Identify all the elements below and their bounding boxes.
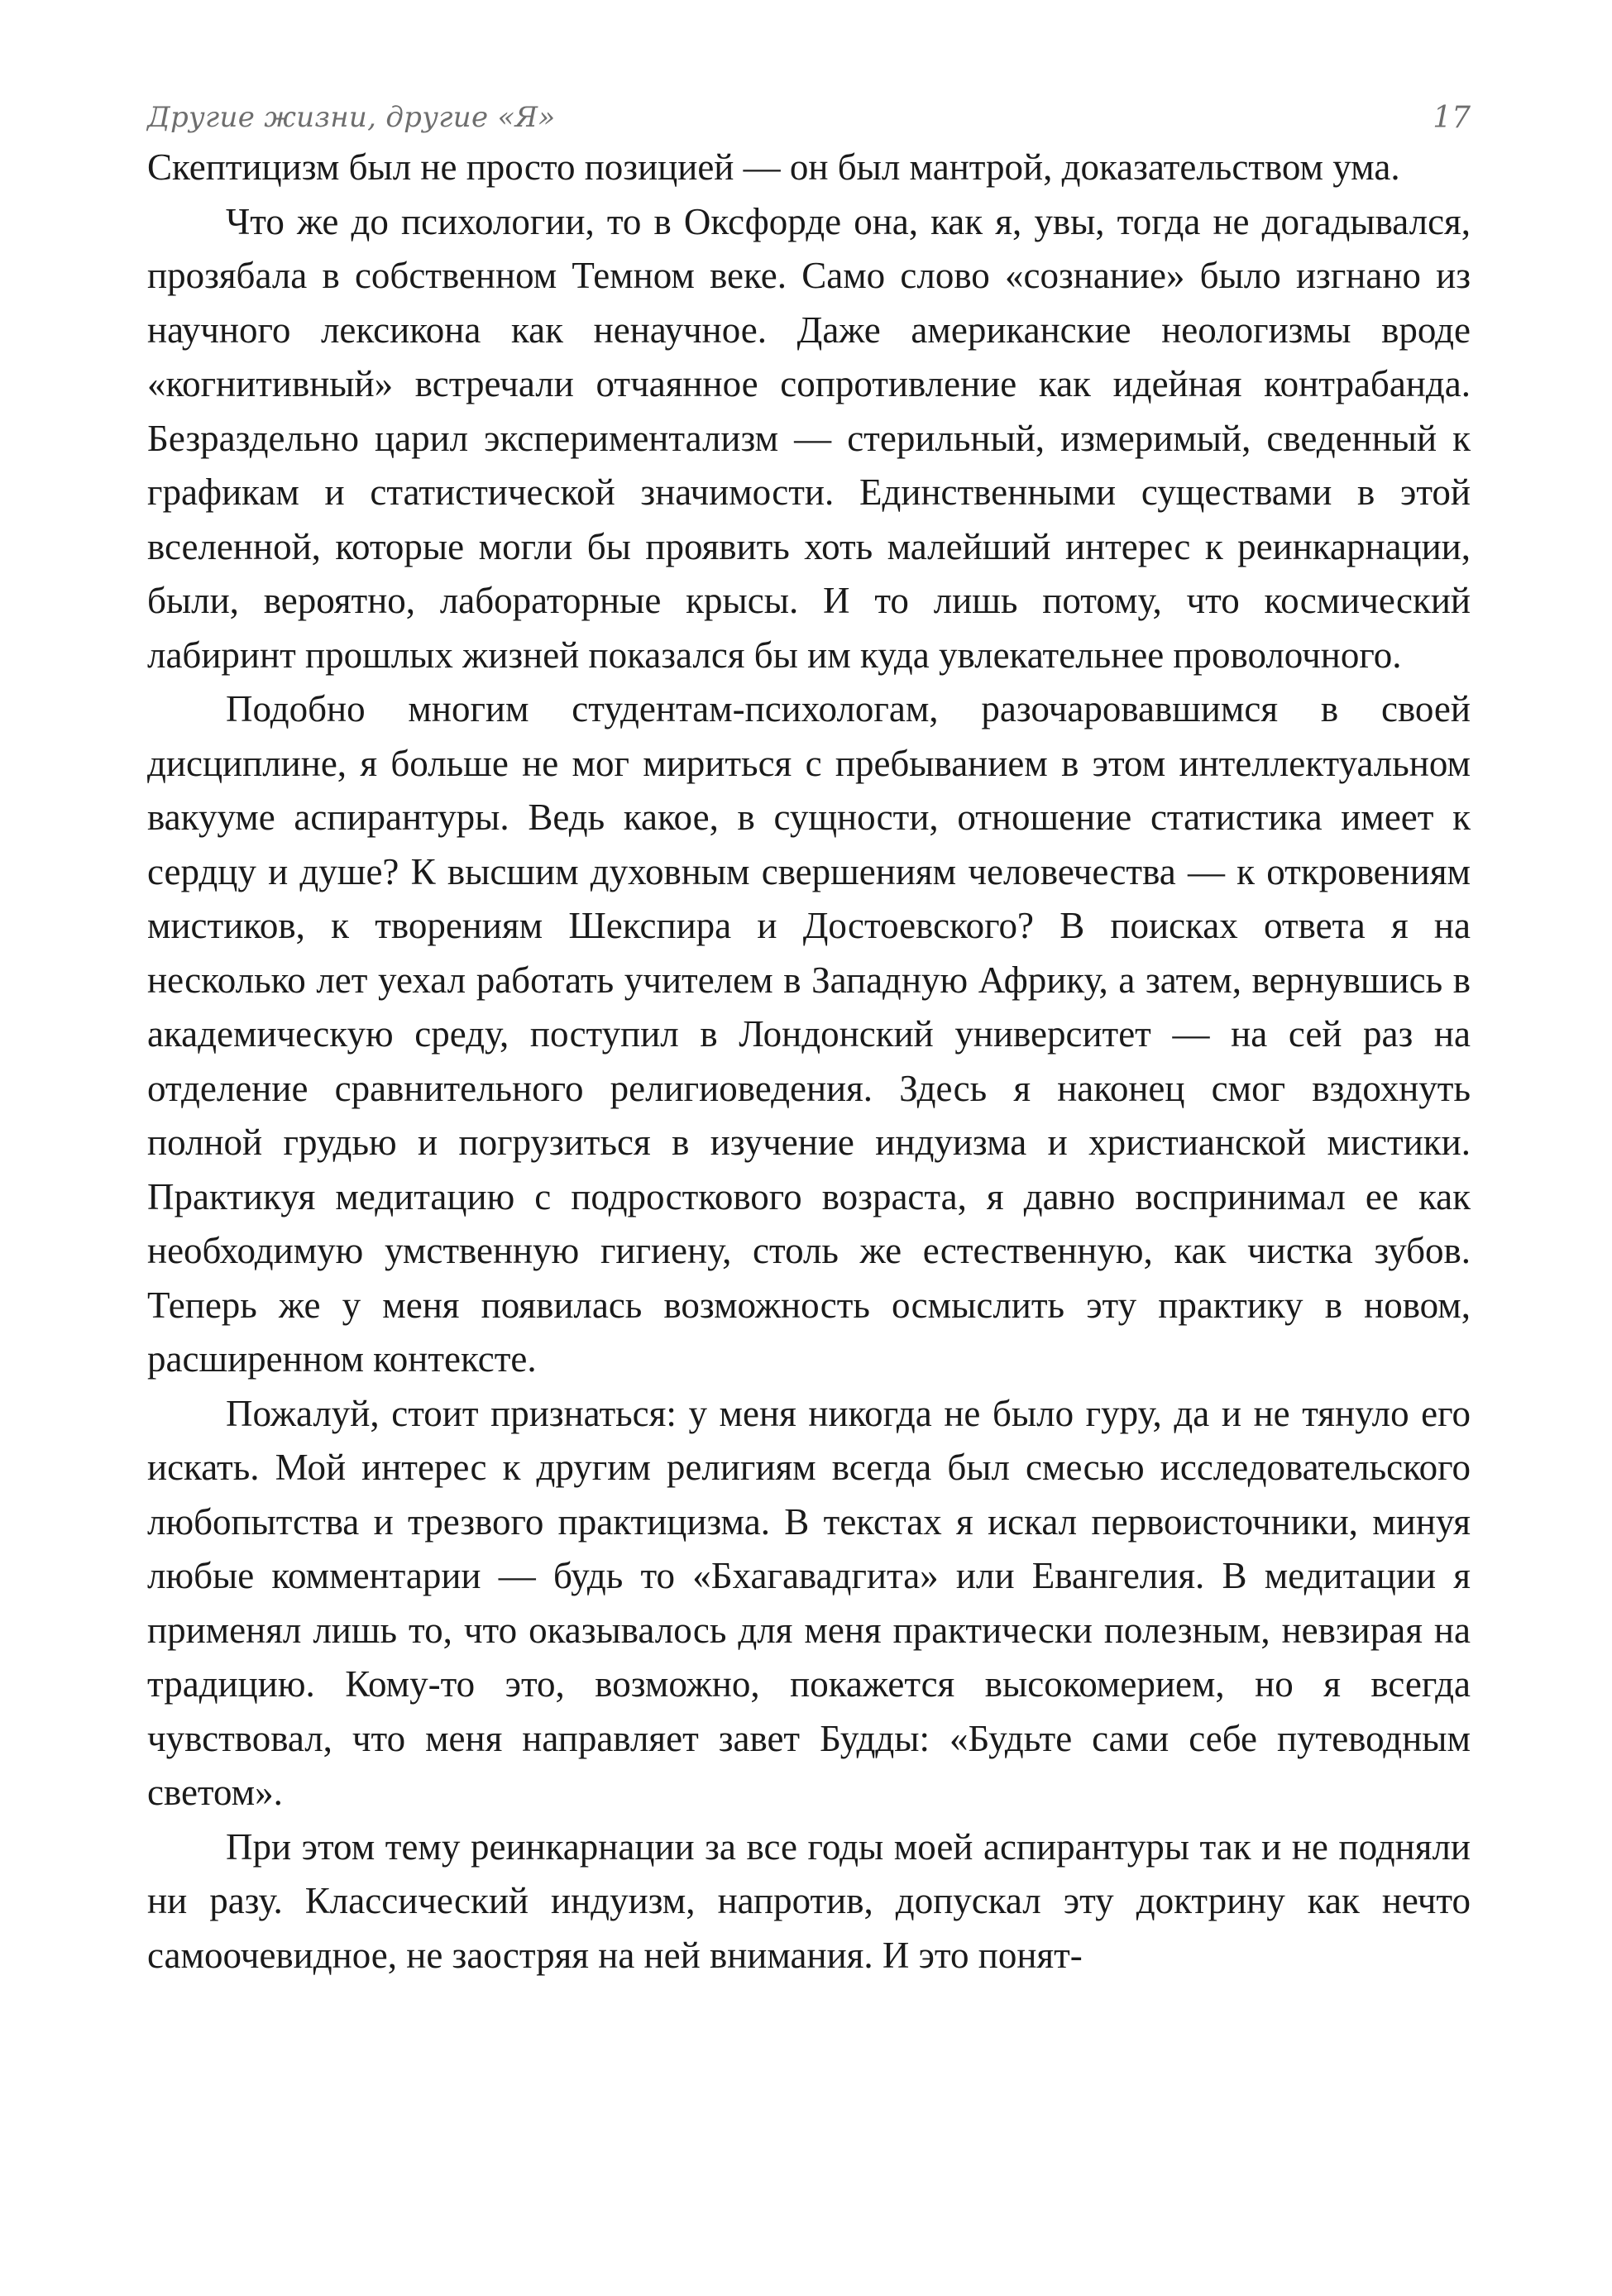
paragraph: Что же до психологии, то в Оксфорде она, как я, увы, тогда не догадывался, прозябала в собственном Темном веке. Само слово «сознание» было изгнано из научного лексикона как ненаучное. Даже американские неологизмы вроде «когнитивный» встречали отчаянное сопротивление как идейная контрабанда. Безраздельно царил экспериментализм — стерильный, измеримый, сведенный к графикам и статистической значимости. Единственными существами в этой вселенной, которые могли бы проявить хоть малейший интерес к реинкарнации, были, вероятно, лабораторные крысы. И то лишь потому, что космический лабиринт прошлых жизней показался бы им куда увлекательнее проволочного. [147, 200, 1471, 676]
paragraph: Пожалуй, стоит признаться: у меня никогда не было гуру, да и не тянуло его искать. Мой интерес к другим религиям всегда был смесью исследовательского любопытства и трезвого практицизма. В текстах я искал первоисточники, минуя любые комментарии — будь то «Бхагавадгита» или Евангелия. В медитации я применял лишь то, что оказывалось для меня практически полезным, невзирая на традицию. Кому-то это, возможно, покажется высокомерием, но я всегда чувствовал, что меня направляет завет Будды: «Будьте сами себе путеводным светом». [147, 1392, 1471, 1813]
paragraph: Подобно многим студентам-психологам, разочаровавшимся в своей дисциплине, я больше не мог мириться с пребыванием в этом интеллектуальном вакууме аспирантуры. Ведь какое, в сущности, отношение статистика имеет к сердцу и душе? К высшим духовным свершениям человечества — к откровениям мистиков, к творениям Шекспира и Достоевского? В поисках ответа я на несколько лет уехал работать учителем в Западную Африку, а затем, вернувшись в академическую среду, поступил в Лондонский университет — на сей раз на отделение сравнительного религиоведения. Здесь я наконец смог вздохнуть полной грудью и погрузиться в изучение индуизма и христианской мистики. Практикуя медитацию с подросткового возраста, я давно воспринимал ее как необходимую умственную гигиену, столь же естественную, как чистка зубов. Теперь же у меня появилась возможность осмыслить эту практику в новом, расширенном контексте. [147, 688, 1471, 1380]
body-text [147, 141, 1471, 1983]
page-number: 17 [1433, 101, 1471, 135]
paragraph: Скептицизм был не просто позицией — он был мантрой, доказательством ума. [147, 146, 1400, 188]
paragraph: При этом тему реинкарнации за все годы моей аспирантуры так и не подняли ни разу. Классический индуизм, напротив, допускал эту доктрину как нечто самоочевидное, не заостряя на ней внимания. И это понят- [147, 1825, 1471, 1976]
running-title: Другие жизни, другие «Я» [147, 101, 556, 134]
